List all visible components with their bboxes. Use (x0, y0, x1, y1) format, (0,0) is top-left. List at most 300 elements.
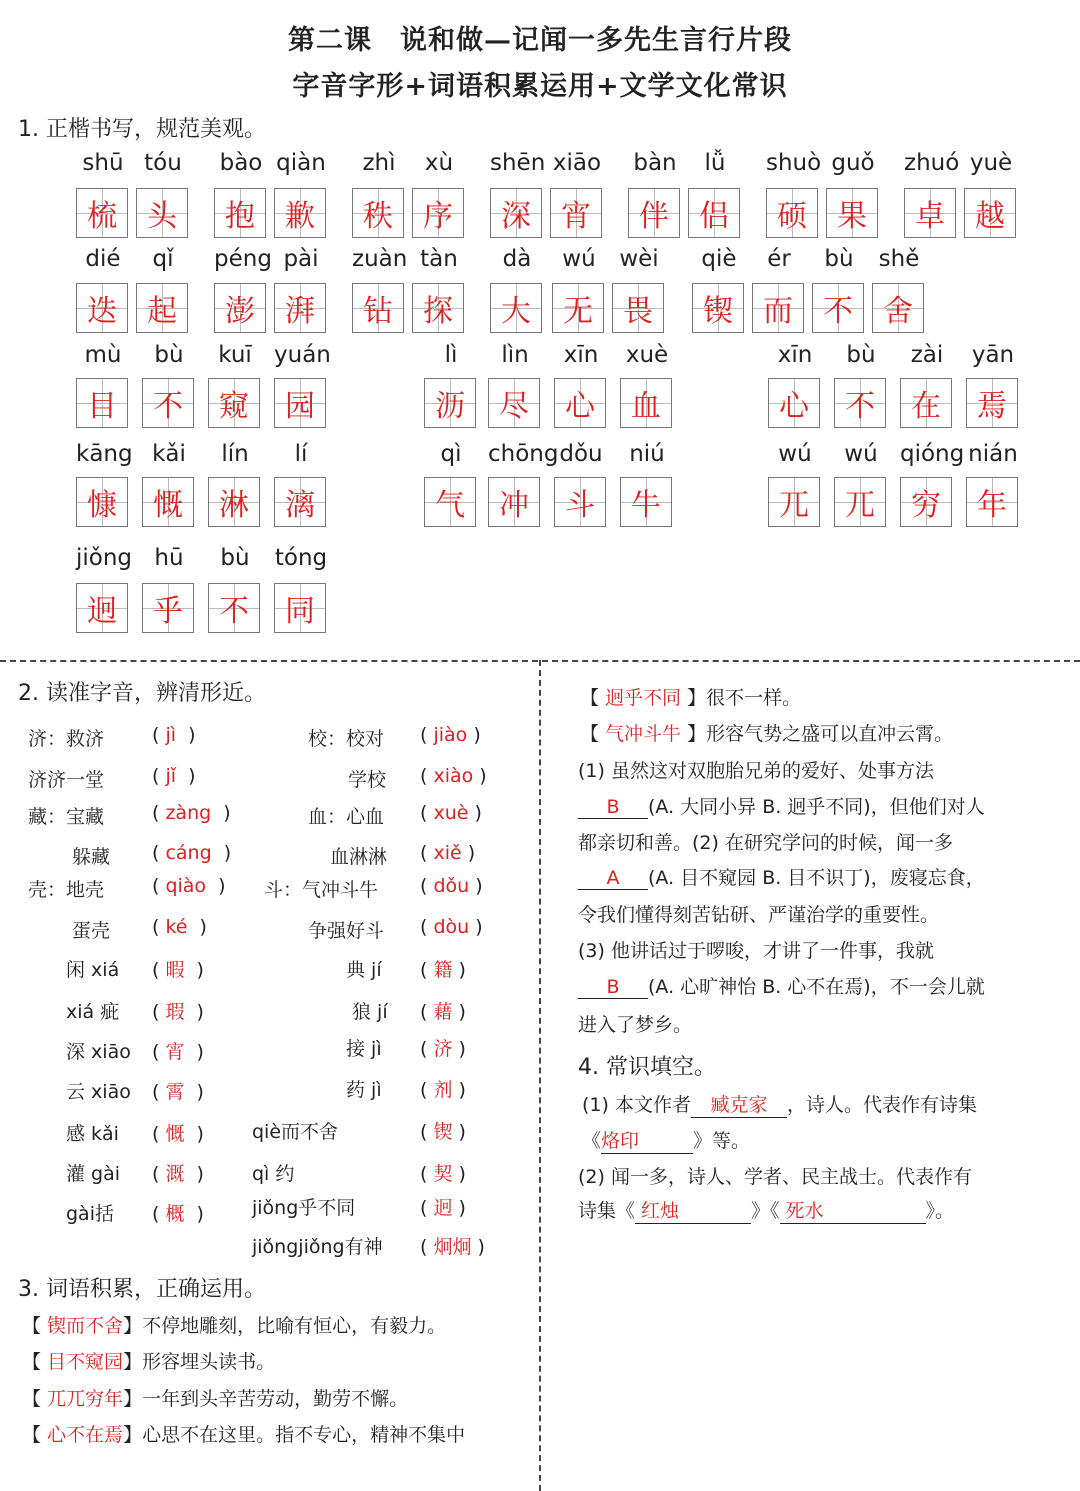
answer-text: xiào (433, 765, 474, 787)
book-blank: 死水 (780, 1196, 926, 1224)
char-box (834, 477, 886, 527)
pron-answer: ( 迥 ) (420, 1197, 466, 1219)
vocab-item: 【 心不在焉】心思不在这里。指不专心，精神不集中 (22, 1424, 466, 1446)
pinyin-label: hū (154, 545, 184, 571)
pinyin-label: dà (502, 246, 532, 272)
char-text: 牛 (631, 488, 661, 523)
pron-label: xiá 疵 (66, 1001, 120, 1023)
answer-text: dòu (433, 916, 470, 938)
char-text: 钻 (363, 294, 393, 329)
vocab-def: 一年到头辛苦劳动，勤劳不懈。 (142, 1388, 409, 1410)
pinyin-label: zuàn (352, 246, 408, 272)
answer-text: xiě (433, 842, 462, 864)
char-text: 侣 (699, 199, 729, 234)
vocab-item: 【 气冲斗牛 】形容气势之盛可以直冲云霄。 (580, 723, 954, 745)
knowledge-text: (1) 本文作者 (582, 1094, 691, 1116)
char-text: 舍 (883, 294, 913, 329)
char-box (552, 283, 604, 333)
char-box (826, 188, 878, 238)
char-box (274, 477, 326, 527)
pinyin-label: dié (85, 246, 121, 272)
char-text: 而 (763, 294, 793, 329)
answer-blank: B (578, 796, 648, 819)
pinyin-label: wèi (619, 246, 659, 272)
char-box (214, 283, 266, 333)
char-box (142, 583, 194, 633)
char-box (488, 378, 540, 428)
pinyin-label: lìn (501, 342, 529, 368)
pron-answer: ( 济 ) (420, 1038, 466, 1060)
char-box (424, 477, 476, 527)
vocab-item: 【 兀兀穷年】一年到头辛苦劳动，勤劳不懈。 (22, 1388, 409, 1410)
pinyin-label: xīn (777, 342, 813, 368)
pron-label: 云 xiāo (66, 1081, 131, 1103)
pron-answer: ( 溉 ) (152, 1163, 204, 1185)
pinyin-label: lí (294, 441, 308, 467)
char-box (274, 583, 326, 633)
pron-answer: ( 契 ) (420, 1163, 466, 1185)
pinyin-label: bàn (633, 150, 677, 176)
question-text: 令我们懂得刻苦钻研、严谨治学的重要性。 (578, 904, 940, 926)
pinyin-label: péng (214, 246, 272, 272)
pron-answer: ( 慨 ) (152, 1123, 204, 1145)
pron-label: 深 xiāo (66, 1041, 131, 1063)
pron-answer: ( xuè ) (420, 802, 482, 824)
answer-text: 暇 (165, 959, 185, 981)
char-box (834, 378, 886, 428)
char-text: 卓 (915, 199, 945, 234)
vocab-word: 目不窥园 (47, 1351, 124, 1373)
char-text: 梳 (87, 199, 117, 234)
char-text: 伴 (639, 199, 669, 234)
char-text: 无 (563, 294, 593, 329)
char-box (352, 283, 404, 333)
char-text: 头 (147, 199, 177, 234)
question-line (578, 863, 985, 890)
pron-answer: ( qiào ) (152, 875, 226, 897)
pron-answer: ( 剂 ) (420, 1079, 466, 1101)
pron-label: 血：心血 (308, 806, 385, 828)
pinyin-label: guǒ (831, 150, 875, 176)
pron-answer: ( jǐ ) (152, 765, 196, 787)
char-text: 歉 (285, 199, 315, 234)
char-text: 穷 (911, 488, 941, 523)
char-box (490, 188, 542, 238)
char-box (208, 477, 260, 527)
knowledge-text: 《 (582, 1130, 602, 1152)
char-text: 心 (565, 389, 595, 424)
char-text: 大 (501, 294, 531, 329)
vertical-divider (539, 660, 541, 1491)
pinyin-label: xuè (625, 342, 669, 368)
char-text: 慨 (153, 488, 183, 523)
pinyin-label: shuò (766, 150, 822, 176)
pinyin-label: kāng (76, 441, 133, 467)
pinyin-label: kǎi (152, 441, 186, 467)
answer-text: 溉 (165, 1163, 185, 1185)
pinyin-label: qiè (701, 246, 737, 272)
answer-text: jì (165, 724, 177, 746)
question-text: 都亲切和善。(2) 在研究学问的时候，闻一多 (578, 832, 953, 854)
char-text: 沥 (435, 389, 465, 424)
pinyin-label: chōng (488, 441, 559, 467)
char-text: 锲 (703, 294, 733, 329)
pron-label: 狼 jí (352, 1001, 388, 1023)
char-box (966, 378, 1018, 428)
pron-label: 灌 gài (66, 1163, 121, 1185)
char-box (274, 378, 326, 428)
pron-answer: ( jiào ) (420, 724, 481, 746)
vocab-word: 锲而不舍 (47, 1315, 124, 1337)
page-subtitle: 字音字形+词语积累运用+文学文化常识 (292, 71, 788, 102)
char-text: 果 (837, 199, 867, 234)
char-text: 不 (219, 594, 249, 629)
answer-text: zàng (165, 802, 212, 824)
pron-label: 接 jì (346, 1038, 382, 1060)
vocab-def: 心思不在这里。指不专心，精神不集中 (142, 1424, 466, 1446)
pinyin-label: qǐ (152, 246, 174, 272)
char-box (142, 378, 194, 428)
pinyin-label: bù (824, 246, 854, 272)
pinyin-label: qióng (900, 441, 965, 467)
char-box (76, 283, 128, 333)
char-text: 宵 (561, 199, 591, 234)
answer-text: jǐ (165, 765, 177, 787)
char-text: 斗 (565, 488, 595, 523)
char-box (352, 188, 404, 238)
answer-text: 概 (165, 1203, 185, 1225)
char-text: 抱 (225, 199, 255, 234)
answer-text: qiào (165, 875, 207, 897)
pinyin-label: zhuó (904, 150, 960, 176)
pinyin-label: bù (220, 545, 250, 571)
pinyin-label: wú (778, 441, 812, 467)
knowledge-line (582, 1126, 750, 1154)
pron-answer: ( ké ) (152, 916, 207, 938)
question-text: (A. 大同小异 B. 迥乎不同)，但他们对人 (648, 796, 985, 818)
pron-answer: ( 瑕 ) (152, 1001, 204, 1023)
knowledge-text: (2) 闻一多，诗人、学者、民主战士。代表作有 (578, 1166, 972, 1188)
answer-blank: B (578, 976, 648, 999)
answer-text: dǒu (433, 875, 470, 897)
char-box (964, 188, 1016, 238)
pinyin-label: qiàn (276, 150, 326, 176)
pron-answer: ( xiào ) (420, 765, 487, 787)
pinyin-label: jiǒng (76, 545, 133, 571)
pron-label: 血淋淋 (330, 846, 388, 868)
answer-text: 锲 (433, 1121, 453, 1143)
char-text: 起 (147, 294, 177, 329)
pinyin-label: niú (629, 441, 665, 467)
question-line (578, 972, 985, 999)
vocab-def: 形容气势之盛可以直冲云霄。 (706, 723, 954, 745)
knowledge-text: 诗集《 (578, 1200, 636, 1222)
vocab-def: 不停地雕刻，比喻有恒心，有毅力。 (142, 1315, 447, 1337)
char-box (424, 378, 476, 428)
char-box (208, 378, 260, 428)
char-text: 序 (423, 199, 453, 234)
pron-label: jiǒngjiǒng有神 (252, 1236, 383, 1258)
pinyin-label: wú (844, 441, 878, 467)
knowledge-text: 》等。 (693, 1130, 751, 1152)
char-text: 迭 (87, 294, 117, 329)
char-box (872, 283, 924, 333)
char-box (768, 477, 820, 527)
pron-answer: ( zàng ) (152, 802, 231, 824)
char-box (76, 477, 128, 527)
char-box (628, 188, 680, 238)
char-box (612, 283, 664, 333)
pinyin-label: kuī (218, 342, 252, 368)
char-box (692, 283, 744, 333)
pron-answer: ( dòu ) (420, 916, 483, 938)
knowledge-text: 》《 (751, 1200, 780, 1222)
book-blank: 烙印 (601, 1126, 693, 1154)
pinyin-label: bù (154, 342, 184, 368)
vocab-def: 形容埋头读书。 (142, 1351, 276, 1373)
char-box (688, 188, 740, 238)
char-text: 不 (153, 389, 183, 424)
pron-label: 感 kǎi (66, 1123, 119, 1145)
pron-label: 斗：气冲斗牛 (264, 879, 379, 901)
char-text: 越 (975, 199, 1005, 234)
char-text: 年 (977, 488, 1007, 523)
char-box (900, 477, 952, 527)
vocab-item: 【 迥乎不同 】很不一样。 (580, 687, 802, 709)
char-text: 迥 (87, 594, 117, 629)
char-text: 气 (435, 488, 465, 523)
pron-answer: ( dǒu ) (420, 875, 483, 897)
question-text: (3) 他讲话过于啰唆，才讲了一件事，我就 (578, 940, 934, 962)
pinyin-label: lín (221, 441, 249, 467)
char-text: 在 (911, 389, 941, 424)
vocab-word: 迥乎不同 (605, 687, 682, 709)
pinyin-label: shēn (490, 150, 546, 176)
char-box (76, 188, 128, 238)
pron-label: 济：救济 (28, 728, 105, 750)
book-blank: 红烛 (635, 1196, 751, 1224)
section1-heading: 1. 正楷书写，规范美观。 (18, 117, 266, 142)
pron-label: jiǒng乎不同 (252, 1197, 356, 1219)
vocab-def: 很不一样。 (706, 687, 802, 709)
pron-label: 藏：宝藏 (28, 806, 105, 828)
knowledge-line (578, 1196, 954, 1224)
char-text: 焉 (977, 389, 1007, 424)
answer-text: 慨 (165, 1123, 185, 1145)
char-box (966, 477, 1018, 527)
char-text: 澎 (225, 294, 255, 329)
char-text: 不 (823, 294, 853, 329)
char-box (620, 378, 672, 428)
answer-text: 宵 (165, 1041, 185, 1063)
char-text: 淋 (219, 488, 249, 523)
knowledge-text: ，诗人。代表作有诗集 (786, 1094, 977, 1116)
pinyin-label: lì (444, 342, 458, 368)
char-text: 乎 (153, 594, 183, 629)
char-box (554, 378, 606, 428)
pron-answer: ( 概 ) (152, 1203, 204, 1225)
answer-text: 契 (433, 1163, 453, 1185)
char-text: 同 (285, 594, 315, 629)
char-box (136, 283, 188, 333)
question-text: (A. 心旷神怡 B. 心不在焉)，不一会儿就 (648, 976, 985, 998)
char-box (274, 283, 326, 333)
pinyin-label: tóng (274, 545, 328, 571)
pron-label: 校：校对 (308, 728, 385, 750)
answer-text: 剂 (433, 1079, 453, 1101)
pron-label: 躲藏 (72, 846, 111, 868)
pinyin-label: bào (219, 150, 263, 176)
char-box (490, 283, 542, 333)
pinyin-label: dǒu (559, 441, 603, 467)
answer-blank: A (578, 867, 648, 890)
char-text: 兀 (779, 488, 809, 523)
pinyin-label: qì (440, 441, 462, 467)
pinyin-label: tàn (420, 246, 458, 272)
pinyin-label: zài (910, 342, 944, 368)
answer-text: 瑕 (165, 1001, 185, 1023)
char-text: 冲 (499, 488, 529, 523)
vocab-word: 心不在焉 (47, 1424, 124, 1446)
answer-text: ké (165, 916, 188, 938)
char-text: 深 (501, 199, 531, 234)
pron-answer: ( 炯炯 ) (420, 1236, 485, 1258)
pinyin-label: ér (767, 246, 791, 272)
pinyin-label: shū (82, 150, 124, 176)
pinyin-label: bù (846, 342, 876, 368)
char-box (812, 283, 864, 333)
char-box (142, 477, 194, 527)
author-blank: 臧克家 (691, 1090, 787, 1118)
char-text: 兀 (845, 488, 875, 523)
vocab-word: 气冲斗牛 (605, 723, 682, 745)
pron-label: 济济一堂 (28, 769, 105, 791)
char-text: 硕 (777, 199, 807, 234)
char-box (904, 188, 956, 238)
pinyin-label: zhì (362, 150, 396, 176)
pron-answer: ( 宵 ) (152, 1041, 204, 1063)
pinyin-label: xiāo (552, 150, 602, 176)
knowledge-text: 》。 (925, 1200, 955, 1222)
pron-label: 药 jì (346, 1079, 382, 1101)
pron-answer: ( 籍 ) (420, 959, 466, 981)
pron-answer: ( 锲 ) (420, 1121, 466, 1143)
char-box (752, 283, 804, 333)
pinyin-label: yuè (969, 150, 1013, 176)
pron-label: 学校 (348, 769, 387, 791)
question-text: (A. 目不窥园 B. 目不识丁)，废寝忘食， (648, 867, 985, 889)
pron-answer: ( 藉 ) (420, 1001, 466, 1023)
char-text: 不 (845, 389, 875, 424)
char-box (76, 378, 128, 428)
answer-text: 迥 (433, 1197, 453, 1219)
char-text: 园 (285, 389, 315, 424)
pron-label: 闲 xiá (66, 959, 120, 981)
char-text: 慷 (87, 488, 117, 523)
char-text: 心 (779, 389, 809, 424)
char-box (412, 283, 464, 333)
pinyin-label: yuán (274, 342, 331, 368)
question-line (578, 792, 985, 819)
answer-text: 炯炯 (433, 1236, 472, 1258)
char-box (76, 583, 128, 633)
answer-text: jiào (433, 724, 468, 746)
section2-heading: 2. 读准字音，辨清形近。 (18, 681, 266, 706)
char-box (900, 378, 952, 428)
char-text: 秩 (363, 199, 393, 234)
char-text: 目 (87, 389, 117, 424)
char-box (488, 477, 540, 527)
section3-heading: 3. 词语积累，正确运用。 (18, 1277, 266, 1302)
char-box (768, 378, 820, 428)
question-text: (1) 虽然这对双胞胎兄弟的爱好、处事方法 (578, 760, 934, 782)
char-box (620, 477, 672, 527)
char-box (208, 583, 260, 633)
answer-text: xuè (433, 802, 469, 824)
char-text: 血 (631, 389, 661, 424)
pron-answer: ( 暇 ) (152, 959, 204, 981)
pinyin-label: xù (424, 150, 454, 176)
vocab-item: 【 锲而不舍】不停地雕刻，比喻有恒心，有毅力。 (22, 1315, 447, 1337)
pron-answer: ( xiě ) (420, 842, 476, 864)
char-text: 畏 (623, 294, 653, 329)
pinyin-label: nián (968, 441, 1018, 467)
pron-label: 争强好斗 (308, 920, 385, 942)
answer-text: 霄 (165, 1081, 185, 1103)
pron-label: 壳：地壳 (28, 879, 105, 901)
pinyin-label: mù (84, 342, 122, 368)
pinyin-label: yān (971, 342, 1015, 368)
vocab-word: 兀兀穷年 (47, 1388, 124, 1410)
pron-answer: ( jì ) (152, 724, 196, 746)
answer-text: cáng (165, 842, 212, 864)
char-text: 探 (423, 294, 453, 329)
pron-answer: ( 霄 ) (152, 1081, 204, 1103)
pinyin-label: pài (283, 246, 319, 272)
pron-label: qiè而不舍 (252, 1121, 339, 1143)
pinyin-label: tóu (144, 150, 182, 176)
char-box (766, 188, 818, 238)
char-box (274, 188, 326, 238)
question-text: 进入了梦乡。 (578, 1014, 693, 1036)
char-text: 湃 (285, 294, 315, 329)
char-box (412, 188, 464, 238)
section4-heading: 4. 常识填空。 (578, 1055, 716, 1080)
pron-label: qì 约 (252, 1163, 295, 1185)
page-title: 第二课 说和做—记闻一多先生言行片段 (288, 25, 792, 56)
pron-label: gài括 (66, 1203, 114, 1225)
pinyin-label: wú (562, 246, 596, 272)
char-box (550, 188, 602, 238)
answer-text: 籍 (433, 959, 453, 981)
pron-label: 蛋壳 (72, 920, 111, 942)
char-box (554, 477, 606, 527)
vocab-item: 【 目不窥园】形容埋头读书。 (22, 1351, 276, 1373)
knowledge-line (582, 1090, 977, 1118)
pron-label: 典 jí (346, 959, 382, 981)
char-box (214, 188, 266, 238)
char-text: 漓 (285, 488, 315, 523)
char-box (136, 188, 188, 238)
char-text: 尽 (499, 389, 529, 424)
answer-text: 藉 (433, 1001, 453, 1023)
pinyin-label: lǚ (704, 150, 726, 176)
char-text: 窥 (219, 389, 249, 424)
pinyin-label: shě (878, 246, 920, 272)
answer-text: 济 (433, 1038, 453, 1060)
pinyin-label: xīn (563, 342, 599, 368)
pron-answer: ( cáng ) (152, 842, 232, 864)
